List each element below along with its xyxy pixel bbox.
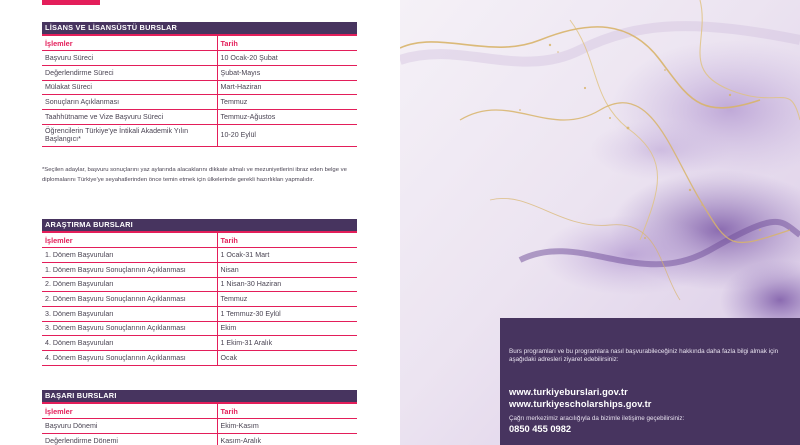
col-islemler: İşlemler — [42, 233, 217, 248]
phone-number[interactable]: 0850 455 0982 — [509, 424, 572, 434]
row-activity: 2. Dönem Başvuruları — [42, 277, 217, 292]
row-date: Temmuz — [217, 95, 357, 110]
arastirma-section — [42, 219, 357, 366]
row-date: 1 Nisan-30 Haziran — [217, 277, 357, 292]
lisans-title: LİSANS VE LİSANSÜSTÜ BURSLAR — [42, 22, 357, 34]
table-row — [42, 419, 357, 434]
table-row — [42, 124, 357, 146]
row-date: 1 Temmuz-30 Eylül — [217, 306, 357, 321]
row-date: 1 Ekim-31 Aralık — [217, 336, 357, 351]
row-date: Nisan — [217, 262, 357, 277]
marble-artwork — [400, 0, 800, 445]
row-date: Ekim — [217, 321, 357, 336]
row-date: Mart-Haziran — [217, 80, 357, 95]
row-date: 1 Ocak-31 Mart — [217, 248, 357, 263]
row-date: Ekim-Kasım — [217, 419, 357, 434]
basari-section — [42, 390, 357, 445]
website-link-en[interactable]: www.turkiyescholarships.gov.tr — [509, 399, 652, 409]
row-date: Temmuz-Ağustos — [217, 109, 357, 124]
table-row — [42, 248, 357, 263]
col-tarih: Tarih — [217, 404, 357, 419]
row-activity: Başvuru Süreci — [42, 51, 217, 66]
row-activity: 2. Dönem Başvuru Sonuçlarının Açıklanması — [42, 292, 217, 307]
col-islemler: İşlemler — [42, 36, 217, 51]
row-date: 10 Ocak-20 Şubat — [217, 51, 357, 66]
table-row — [42, 65, 357, 80]
col-islemler: İşlemler — [42, 404, 217, 419]
row-date: Şubat-Mayıs — [217, 65, 357, 80]
col-tarih: Tarih — [217, 36, 357, 51]
row-activity: 4. Dönem Başvuruları — [42, 336, 217, 351]
table-row — [42, 351, 357, 366]
row-date: 10-20 Eylül — [217, 124, 357, 146]
table-row — [42, 321, 357, 336]
row-activity: 3. Dönem Başvuru Sonuçlarının Açıklanması — [42, 321, 217, 336]
contact-info-panel — [500, 318, 800, 445]
row-activity: 1. Dönem Başvuru Sonuçlarının Açıklanması — [42, 262, 217, 277]
table-row — [42, 336, 357, 351]
row-activity: Değerlendirme Dönemi — [42, 433, 217, 445]
table-row — [42, 95, 357, 110]
row-activity: 3. Dönem Başvuruları — [42, 306, 217, 321]
table-row — [42, 109, 357, 124]
website-link-tr[interactable]: www.turkiyeburslari.gov.tr — [509, 387, 628, 397]
table-row — [42, 306, 357, 321]
table-header-row — [42, 233, 357, 248]
table-row — [42, 51, 357, 66]
row-activity: Sonuçların Açıklanması — [42, 95, 217, 110]
table-row — [42, 292, 357, 307]
lisans-footnote: *Seçilen adaylar, başvuru sonuçlarını yaz aylarında alacaklarını dikkate almalı ve mezuniyetlerini ibraz eden belge ve diplomalarını Türkiye'ye seyahatlerinden önce temin etmek için ülkelerinde gerekli hazırlıkları yapmalıdır. — [42, 167, 347, 183]
lisans-section — [42, 22, 357, 147]
table-row — [42, 277, 357, 292]
col-tarih: Tarih — [217, 233, 357, 248]
row-activity: Başvuru Dönemi — [42, 419, 217, 434]
basari-title: BAŞARI BURSLARI — [42, 390, 357, 402]
table-row — [42, 262, 357, 277]
row-activity: Öğrencilerin Türkiye'ye İntikali Akademik Yılın Başlangıcı* — [42, 124, 217, 146]
arastirma-table — [42, 233, 357, 366]
row-date: Kasım-Aralık — [217, 433, 357, 445]
table-header-row — [42, 404, 357, 419]
row-activity: Mülakat Süreci — [42, 80, 217, 95]
row-activity: Taahhütname ve Vize Başvuru Süreci — [42, 109, 217, 124]
table-row — [42, 80, 357, 95]
table-header-row — [42, 36, 357, 51]
top-accent-bar — [42, 0, 100, 5]
call-center-text: Çağrı merkezimiz aracılığıyla da bizimle iletişime geçebilirsiniz: — [509, 415, 685, 422]
row-date: Ocak — [217, 351, 357, 366]
info-text: Burs programları ve bu programlara nasıl başvurabileceğiniz hakkında daha fazla bilgi almak için aşağıdaki adresleri ziyaret edebilirsiniz: — [509, 348, 779, 364]
arastirma-title: ARAŞTIRMA BURSLARI — [42, 219, 357, 231]
table-row — [42, 433, 357, 445]
row-date: Temmuz — [217, 292, 357, 307]
row-activity: Değerlendirme Süreci — [42, 65, 217, 80]
lisans-table — [42, 36, 357, 147]
row-activity: 4. Dönem Başvuru Sonuçlarının Açıklanması — [42, 351, 217, 366]
row-activity: 1. Dönem Başvuruları — [42, 248, 217, 263]
basari-table — [42, 404, 357, 445]
